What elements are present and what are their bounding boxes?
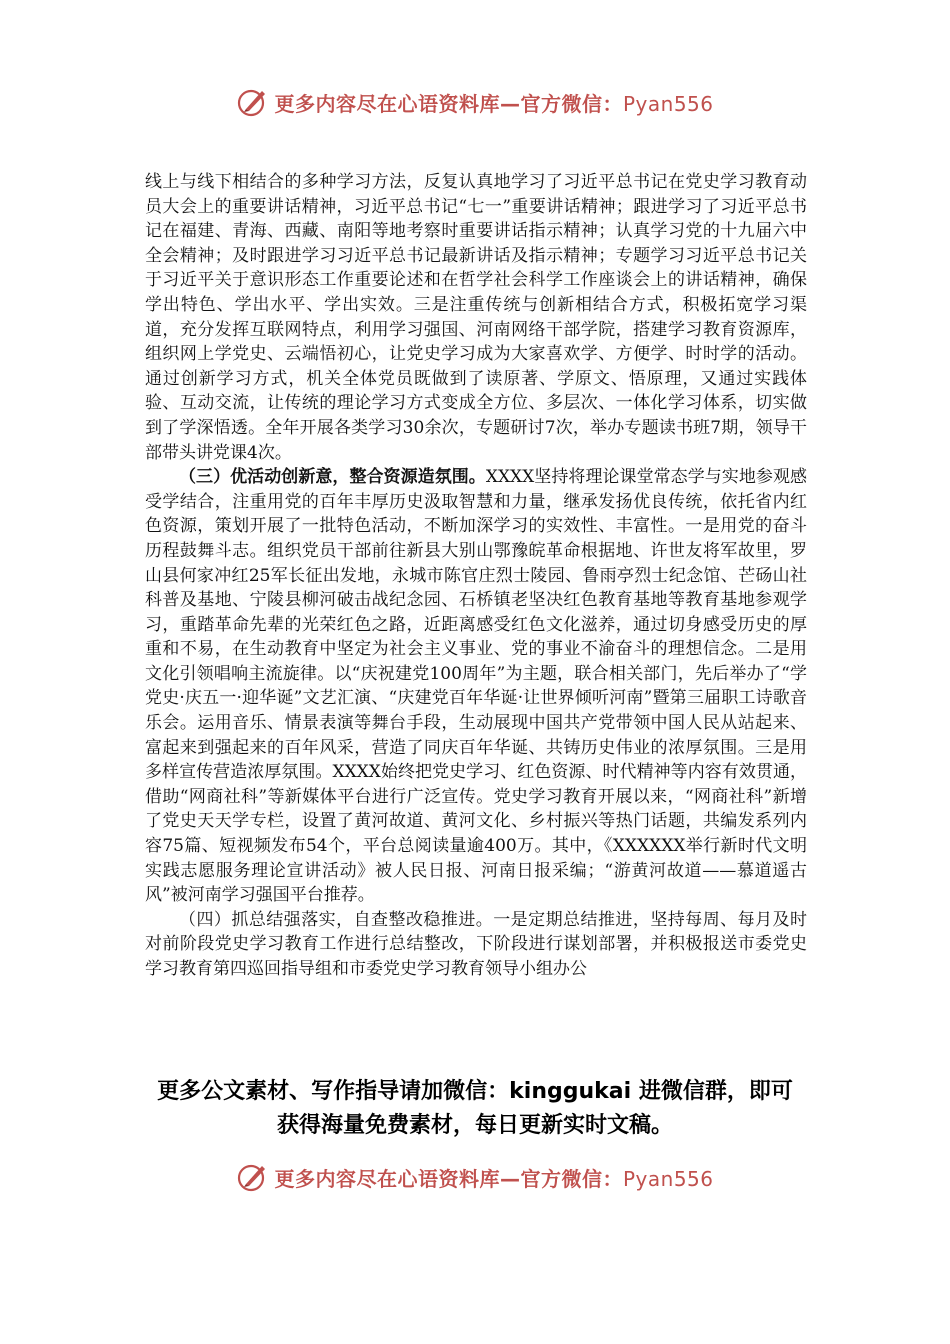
header-banner [0, 82, 950, 122]
promo-line-2: 获得海量免费素材，每日更新实时文稿。 [276, 1113, 673, 1138]
banner-label: 更多内容尽在心语资料库—官方微信： [274, 1166, 623, 1191]
promo-text [100, 1075, 850, 1143]
banner-text [274, 1163, 713, 1192]
banner-wechat-id: Pyan556 [622, 91, 714, 116]
paragraph-1: 线上与线下相结合的多种学习方法，反复认真地学习了习近平总书记在党史学习教育动员大会上的重要讲话精神，习近平总书记“七一”重要讲话精神；跟进学习了习近平总书记在福建、青海、西藏、南阳等地考察时重要讲话指示精神；认真学习党的十九届六中全会精神；及时跟进学习习近平总书记最新讲话及指示精神；专题学习习近平总书记关于习近平关于意识形态工作重要论述和在哲学社会科学工作座谈会上的讲话精神，确保学出特色、学出水平、学出实效。三是注重传统与创新相结合方式，积极拓宽学习渠道，充分发挥互联网特点，利用学习强国、河南网络干部学院，搭建学习教育资源库，组织网上学党史、云端悟初心，让党史学习成为大家喜欢学、方便学、时时学的活动。通过创新学习方式，机关全体党员既做到了读原著、学原文、悟原理，又通过实践体验、互动交流，让传统的理论学习方式变成全方位、多层次、一体化学习体系，切实做到了学深悟透。全年开展各类学习30余次，专题研讨7次，举办专题读书班7期，领导干部带头讲党课4次。 [145, 172, 807, 463]
paragraph-3: （四）抓总结强落实，自查整改稳推进。一是定期总结推进，坚持每周、每月及时对前阶段党史学习教育工作进行总结整改，下阶段进行谋划部署，并积极报送市委党史学习教育第四巡回指导组和市委党史学习教育领导小组办公 [145, 909, 807, 979]
document-body [145, 170, 807, 982]
footer-banner [0, 1157, 950, 1197]
paragraph-2-heading: （三）优活动创新意，整合资源造氛围。 [179, 467, 486, 488]
paragraph-2-body: XXXX坚持将理论课堂常态学与实地参观感受学结合，注重用党的百年丰厚历史汲取智慧和力量，继承发扬优良传统，依托省内红色资源，策划开展了一批特色活动，不断加深学习的实效性、丰富性。一是用党的奋斗历程鼓舞斗志。组织党员干部前往新县大别山鄂豫皖革命根据地、许世友将军故里，罗山县何家冲红25军长征出发地，永城市陈官庄烈士陵园、鲁雨亭烈士纪念馆、芒砀山社科普及基地、宁陵县柳河破击战纪念园、石桥镇老坚决红色教育基地等教育基地参观学习，重踏革命先辈的光荣红色之路，近距离感受红色文化滋养，通过切身感受历史的厚重和不易，在生动教育中坚定为社会主义事业、党的事业不渝奋斗的理想信念。二是用文化引领唱响主流旋律。以“庆祝建党100周年”为主题，联合相关部门，先后举办了“学党史·庆五一·迎华诞”文艺汇演、“庆建党百年华诞·让世界倾听河南”暨第三届职工诗歌音乐会。运用音乐、情景表演等舞台手段，生动展现中国共产党带领中国人民从站起来、富起来到强起来的百年风采，营造了同庆百年华诞、共铸历史伟业的浓厚氛围。三是用多样宣传营造浓厚氛围。XXXX始终把党史学习、红色资源、时代精神等内容有效贯通，借助“网商社科”等新媒体平台进行广泛宣传。党史学习教育开展以来，“网商社科”新增了党史天天学专栏，设置了黄河故道、黄河文化、乡村振兴等热门话题，共编发系列内容75篇、短视频发布54个，平台总阅读量逾400万。其中，《XXXXXX举行新时代文明实践志愿服务理论宣讲活动》被人民日报、河南日报采编；“游黄河故道——慕道遥古风”被河南学习强国平台推荐。 [145, 467, 807, 906]
pen-quill-logo-icon [236, 85, 270, 119]
paragraph-2 [145, 465, 807, 908]
banner-label: 更多内容尽在心语资料库—官方微信： [274, 91, 623, 116]
promo-line-1: 更多公文素材、写作指导请加微信：kinggukai 进微信群，即可 [157, 1079, 793, 1104]
pen-quill-logo-icon [236, 1160, 270, 1194]
banner-wechat-id: Pyan556 [622, 1166, 714, 1191]
banner-text [274, 88, 713, 117]
